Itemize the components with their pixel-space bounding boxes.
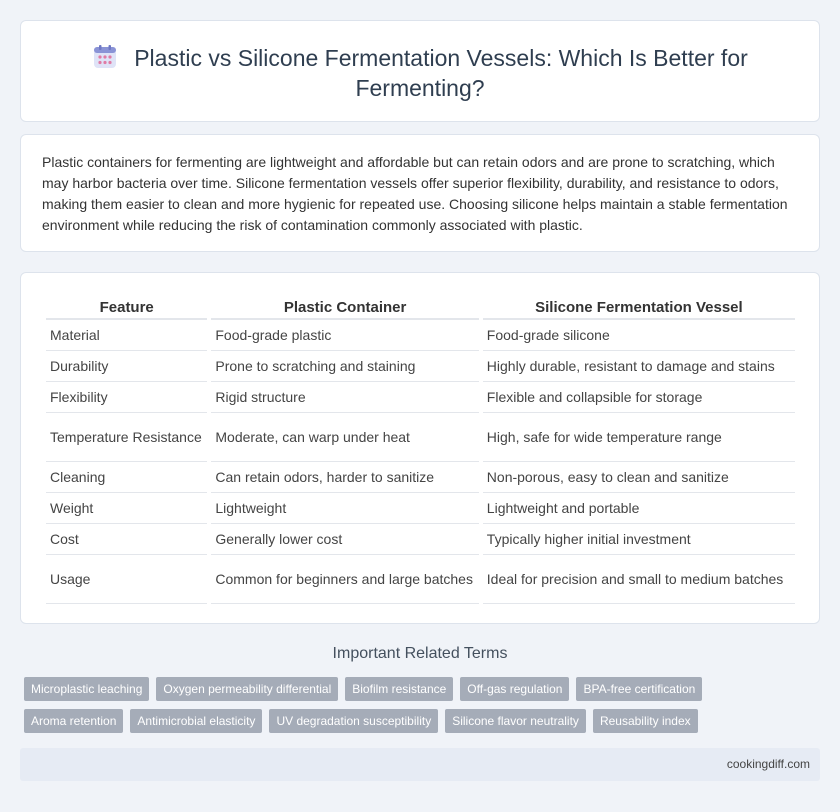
cell-plastic: Moderate, can warp under heat xyxy=(211,413,478,462)
tag-uv-degradation[interactable]: UV degradation susceptibility xyxy=(269,709,438,733)
cell-silicone: Ideal for precision and small to medium batches xyxy=(483,555,795,604)
tag-bpa-free-certification[interactable]: BPA-free certification xyxy=(576,677,702,701)
title-card xyxy=(20,20,820,122)
page-title-wrap xyxy=(21,43,819,103)
footer-site-link[interactable]: cookingdiff.com xyxy=(726,757,810,771)
page-title: Plastic vs Silicone Fermentation Vessels: Which Is Better for Fermenting? xyxy=(134,45,748,101)
tag-aroma-retention[interactable]: Aroma retention xyxy=(24,709,123,733)
cell-feature: Weight xyxy=(46,493,207,524)
table-row xyxy=(46,351,795,382)
cell-silicone: Flexible and collapsible for storage xyxy=(483,382,795,413)
cell-plastic: Rigid structure xyxy=(211,382,478,413)
cell-silicone: Non-porous, easy to clean and sanitize xyxy=(483,462,795,493)
tag-reusability-index[interactable]: Reusability index xyxy=(593,709,698,733)
cell-plastic: Can retain odors, harder to sanitize xyxy=(211,462,478,493)
cell-silicone: Lightweight and portable xyxy=(483,493,795,524)
comparison-card xyxy=(20,272,820,624)
cell-feature: Temperature Resistance xyxy=(46,413,207,462)
tag-antimicrobial-elasticity[interactable]: Antimicrobial elasticity xyxy=(130,709,262,733)
cell-feature: Material xyxy=(46,320,207,351)
table-header-row xyxy=(46,296,795,320)
related-terms-list xyxy=(24,677,724,741)
header-feature: Feature xyxy=(46,296,207,320)
header-plastic: Plastic Container xyxy=(211,296,478,320)
cell-feature: Flexibility xyxy=(46,382,207,413)
cell-feature: Cost xyxy=(46,524,207,555)
footer xyxy=(20,748,820,781)
cell-silicone: Food-grade silicone xyxy=(483,320,795,351)
cell-plastic: Common for beginners and large batches xyxy=(211,555,478,604)
cell-silicone: High, safe for wide temperature range xyxy=(483,413,795,462)
comparison-table xyxy=(42,296,799,604)
table-row xyxy=(46,524,795,555)
related-terms-heading: Important Related Terms xyxy=(332,645,508,662)
tag-row-1 xyxy=(24,677,724,701)
table-row xyxy=(46,382,795,413)
cell-plastic: Prone to scratching and staining xyxy=(211,351,478,382)
intro-card xyxy=(20,134,820,252)
cell-feature: Usage xyxy=(46,555,207,604)
cell-feature: Cleaning xyxy=(46,462,207,493)
cell-silicone: Highly durable, resistant to damage and stains xyxy=(483,351,795,382)
tag-biofilm-resistance[interactable]: Biofilm resistance xyxy=(345,677,453,701)
tag-silicone-flavor-neutrality[interactable]: Silicone flavor neutrality xyxy=(445,709,586,733)
table-row xyxy=(46,493,795,524)
header-silicone: Silicone Fermentation Vessel xyxy=(483,296,795,320)
tag-off-gas-regulation[interactable]: Off-gas regulation xyxy=(460,677,569,701)
tag-microplastic-leaching[interactable]: Microplastic leaching xyxy=(24,677,149,701)
cell-feature: Durability xyxy=(46,351,207,382)
cell-plastic: Food-grade plastic xyxy=(211,320,478,351)
cell-plastic: Lightweight xyxy=(211,493,478,524)
calendar-icon xyxy=(92,44,118,70)
table-row xyxy=(46,413,795,462)
table-row xyxy=(46,555,795,604)
table-row xyxy=(46,462,795,493)
intro-paragraph: Plastic containers for fermenting are lightweight and affordable but can retain odors and are prone to scratching, which may harbor bacteria over time. Silicone fermentation vessels offer superior flexibility, durability, and resistance to odors, making them easier to clean and more hygienic for repeated use. Choosing silicone helps maintain a stable fermentation environment while reducing the risk of contamination commonly associated with plastic. xyxy=(42,154,788,233)
table-row xyxy=(46,320,795,351)
tag-row-2 xyxy=(24,709,724,733)
tag-oxygen-permeability[interactable]: Oxygen permeability differential xyxy=(156,677,338,701)
cell-silicone: Typically higher initial investment xyxy=(483,524,795,555)
cell-plastic: Generally lower cost xyxy=(211,524,478,555)
